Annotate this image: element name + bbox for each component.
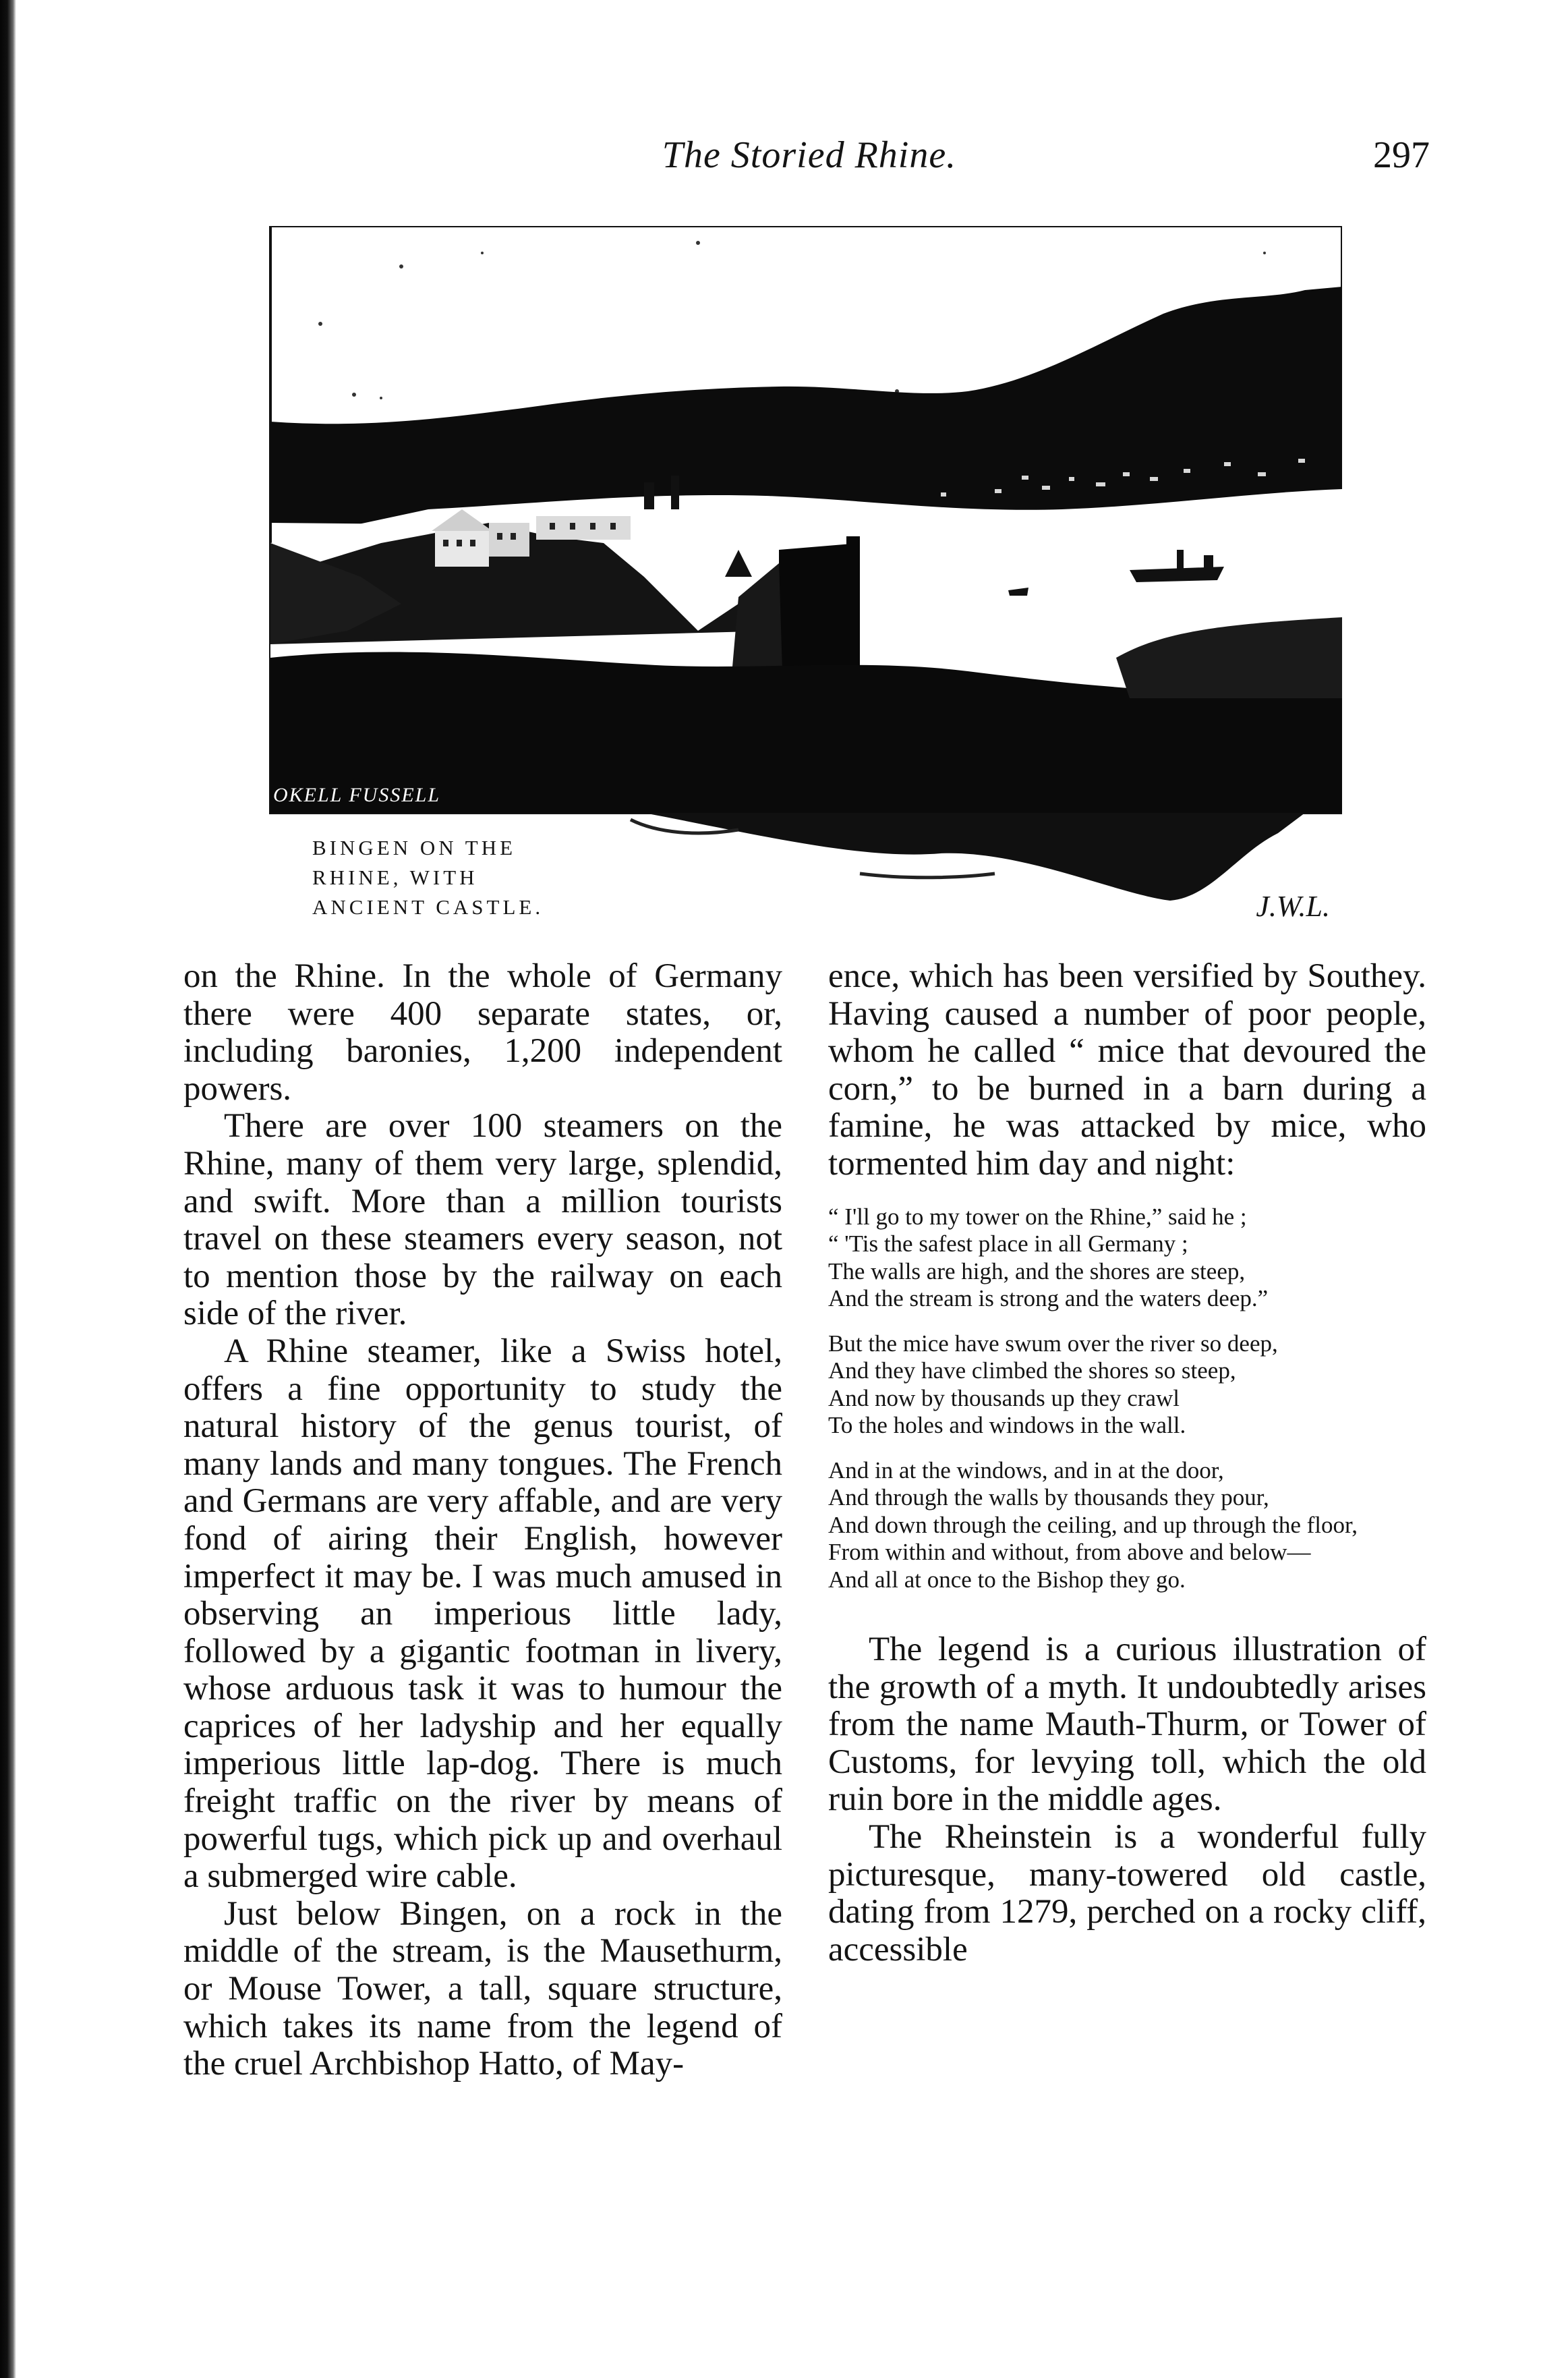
- poem-stanza: [828, 1330, 1426, 1440]
- running-title: The Storied Rhine.: [662, 134, 957, 176]
- paragraph: The legend is a curious illustration of the growth of a myth. It undoubtedly arises from the name Mauth-Thurm, or Tower of Customs, for levying toll, which the old ruin bore in the middle ages.: [828, 1631, 1426, 1819]
- poem-stanza: [828, 1204, 1426, 1313]
- figure-caption: [312, 833, 622, 922]
- bingen-illustration: [266, 226, 1342, 921]
- poem-line: And they have climbed the shores so steep,: [828, 1357, 1236, 1384]
- engraving-image: [266, 226, 1342, 921]
- poem-line: But the mice have swum over the river so deep,: [828, 1330, 1278, 1357]
- paragraph: on the Rhine. In the whole of Germany there were 400 separate states, or, including baronies, 1,200 independent powers.: [183, 957, 782, 1108]
- poem-line: And the stream is strong and the waters deep.”: [828, 1285, 1269, 1312]
- artist-signature: J.W.L.: [1256, 890, 1330, 923]
- paragraph: The Rheinstein is a wonderful fully picturesque, many-towered old castle, dating from 1279, perched on a rocky cliff, accessible: [828, 1818, 1426, 1969]
- poem-line: And down through the ceiling, and up through the floor,: [828, 1511, 1358, 1538]
- left-column: [183, 958, 782, 2083]
- page-number: 297: [1373, 134, 1430, 176]
- engraver-credit: OKELL FUSSELL: [273, 784, 441, 806]
- poem-line: The walls are high, and the shores are steep,: [828, 1257, 1246, 1284]
- poem-line: And in at the windows, and in at the door,: [828, 1456, 1224, 1483]
- caption-line: ANCIENT CASTLE.: [312, 895, 544, 919]
- caption-line: BINGEN ON THE: [312, 836, 517, 859]
- poem-line: And through the walls by thousands they pour,: [828, 1484, 1269, 1511]
- vignette-foliage: [644, 813, 1305, 901]
- paragraph: A Rhine steamer, like a Swiss hotel, offers a fine opportunity to study the natural history of the genus tourist, of many lands and many tongues. The French and Germans are very affable, and are very fond of airing their English, however imperfect it may be. I was much amused in observing an imperious little lady, followed by a gigantic footman in livery, whose arduous task it was to humour the caprices of her ladyship and her equally imperious little lap-dog. There is much freight traffic on the river by means of powerful tugs, which pick up and overhaul a submerged wire cable.: [183, 1332, 782, 1896]
- poem-block: [828, 1204, 1426, 1594]
- poem-line: “ 'Tis the safest place in all Germany ;: [828, 1230, 1188, 1257]
- paragraph: There are over 100 steamers on the Rhine, many of them very large, splendid, and swift. More than a million tourists travel on these steamers every season, not to mention those by the railway on each side of the river.: [183, 1107, 782, 1333]
- paragraph: ence, which has been versified by Southey. Having caused a number of poor people, whom he called “ mice that devoured the corn,” to be burned in a barn during a famine, he was attacked by mice, who tormented him day and night:: [828, 957, 1426, 1183]
- paragraph: Just below Bingen, on a rock in the middle of the stream, is the Mausethurm, or Mouse Tower, a tall, square structure, which takes its name from the legend of the cruel Archbishop Hatto, of May-: [183, 1894, 782, 2083]
- poem-line: And now by thousands up they crawl: [828, 1384, 1180, 1411]
- poem-stanza: [828, 1457, 1426, 1594]
- right-column: [828, 958, 1426, 1969]
- caption-line: RHINE, WITH: [312, 866, 478, 889]
- book-binding-edge: [0, 0, 16, 2378]
- poem-line: “ I'll go to my tower on the Rhine,” said he ;: [828, 1203, 1247, 1230]
- poem-line: And all at once to the Bishop they go.: [828, 1566, 1186, 1593]
- poem-line: From within and without, from above and below—: [828, 1539, 1311, 1566]
- page-header: [216, 132, 1430, 192]
- poem-line: To the holes and windows in the wall.: [828, 1412, 1186, 1439]
